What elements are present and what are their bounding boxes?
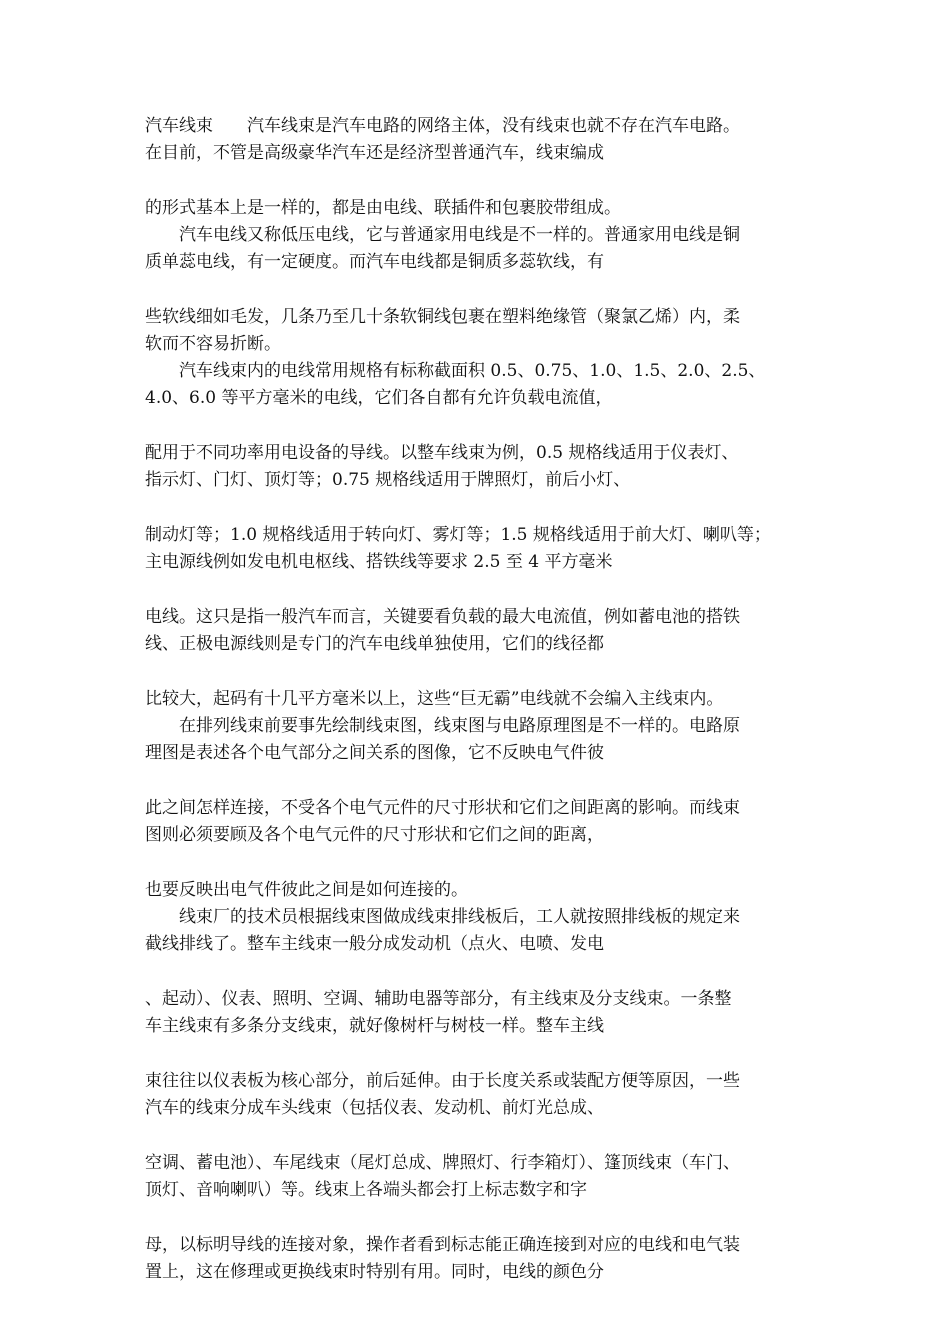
page-break-gap (145, 767, 810, 795)
text-line: 图则必须要顾及各个电气元件的尺寸形状和它们之间的距离， (145, 825, 604, 845)
page-break-gap (145, 412, 810, 440)
text-line: 理图是表述各个电气部分之间关系的图像，它不反映电气件彼 (145, 743, 604, 763)
text-line: 制动灯等；1.0 规格线适用于转向灯、雾灯等；1.5 规格线适用于前大灯、喇叭等； (145, 525, 771, 545)
text-line: 4.0、6.0 等平方毫米的电线，它们各自都有允许负载电流值， (145, 388, 613, 408)
text-line: 在目前，不管是高级豪华汽车还是经济型普通汽车，线束编成 (145, 143, 604, 163)
text-line: 比较大，起码有十几平方毫米以上，这些“巨无霸”电线就不会编入主线束内。 (145, 689, 724, 709)
page-break-gap (145, 1204, 810, 1232)
text-line: 主电源线例如发电机电枢线、搭铁线等要求 2.5 至 4 平方毫米 (145, 552, 613, 572)
page-break-gap (145, 167, 810, 195)
text-line: 软而不容易折断。 (145, 334, 281, 354)
text-line: 质单蕊电线，有一定硬度。而汽车电线都是铜质多蕊软线，有 (145, 252, 604, 272)
text-line: 车主线束有多条分支线束，就好像树杆与树枝一样。整车主线 (145, 1016, 604, 1036)
page-break-gap (145, 1040, 810, 1068)
text-line: 在排列线束前要事先绘制线束图，线束图与电路原理图是不一样的。电路原 (145, 716, 740, 736)
text-line: 顶灯、音响喇叭）等。线束上各端头都会打上标志数字和字 (145, 1180, 587, 1200)
text-line: 指示灯、门灯、顶灯等；0.75 规格线适用于牌照灯，前后小灯、 (145, 470, 631, 490)
page-break-gap (145, 276, 810, 304)
text-line: 汽车的线束分成车头线束（包括仪表、发动机、前灯光总成、 (145, 1098, 604, 1118)
text-line: 空调、蓄电池）、车尾线束（尾灯总成、牌照灯、行李箱灯）、篷顶线束（车门、 (145, 1153, 740, 1173)
text-line: 汽车电线又称低压电线，它与普通家用电线是不一样的。普通家用电线是铜 (145, 225, 740, 245)
page-break-gap (145, 658, 810, 686)
text-line: 置上，这在修理或更换线束时特别有用。同时，电线的颜色分 (145, 1262, 604, 1282)
text-line: 的形式基本上是一样的，都是由电线、联插件和包裹胶带组成。 (145, 198, 621, 218)
text-line: 配用于不同功率用电设备的导线。以整车线束为例，0.5 规格线适用于仪表灯、 (145, 443, 739, 463)
text-line: 束往往以仪表板为核心部分，前后延伸。由于长度关系或装配方便等原因，一些 (145, 1071, 740, 1091)
text-line: 母，以标明导线的连接对象，操作者看到标志能正确连接到对应的电线和电气装 (145, 1235, 740, 1255)
document-body (145, 113, 810, 1286)
text-line: 此之间怎样连接，不受各个电气元件的尺寸形状和它们之间距离的影响。而线束 (145, 798, 740, 818)
text-line: 些软线细如毛发，几条乃至几十条软铜线包裹在塑料绝缘管（聚氯乙烯）内，柔 (145, 307, 740, 327)
text-line: 汽车线束 汽车线束是汽车电路的网络主体，没有线束也就不存在汽车电路。 (145, 116, 740, 136)
page-break-gap (145, 1122, 810, 1150)
text-line: 线、正极电源线则是专门的汽车电线单独使用，它们的线径都 (145, 634, 604, 654)
page-break-gap (145, 849, 810, 877)
text-line: 电线。这只是指一般汽车而言，关键要看负载的最大电流值，例如蓄电池的搭铁 (145, 607, 740, 627)
text-line: 汽车线束内的电线常用规格有标称截面积 0.5、0.75、1.0、1.5、2.0、2.5、 (145, 361, 766, 381)
page-break-gap (145, 576, 810, 604)
page-break-gap (145, 958, 810, 986)
text-line: 截线排线了。整车主线束一般分成发动机（点火、电喷、发电 (145, 934, 604, 954)
text-line: 线束厂的技术员根据线束图做成线束排线板后，工人就按照排线板的规定来 (145, 907, 740, 927)
page-break-gap (145, 494, 810, 522)
text-line: 也要反映出电气件彼此之间是如何连接的。 (145, 880, 468, 900)
text-line: 、起动）、仪表、照明、空调、辅助电器等部分，有主线束及分支线束。一条整 (145, 989, 732, 1009)
